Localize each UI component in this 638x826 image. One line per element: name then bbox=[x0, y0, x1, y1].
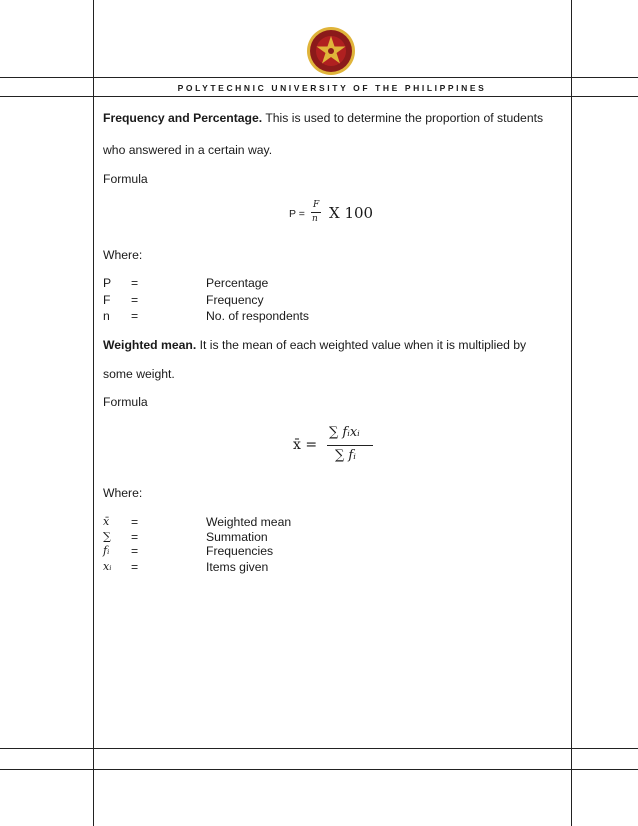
definition-equals: = bbox=[131, 276, 139, 290]
definition-row-summation bbox=[103, 530, 433, 545]
definition-meaning: Items given bbox=[206, 560, 269, 574]
section2-text-line2: some weight. bbox=[103, 367, 175, 381]
definition-symbol: xᵢ bbox=[103, 560, 112, 573]
section2-where-label: Where: bbox=[103, 486, 143, 500]
definition-row-frequencies bbox=[103, 544, 433, 559]
section1-paragraph bbox=[103, 111, 543, 125]
header-top-rule bbox=[0, 77, 638, 78]
section1-formula-label: Formula bbox=[103, 172, 148, 186]
definition-row-respondents bbox=[103, 309, 433, 324]
weighted-mean-formula bbox=[293, 425, 413, 470]
section2-formula-label: Formula bbox=[103, 395, 148, 409]
definition-equals: = bbox=[131, 560, 139, 574]
formula2-denominator: ∑ fᵢ bbox=[335, 448, 356, 463]
definition-symbol: fᵢ bbox=[103, 544, 110, 557]
definition-row-weighted-mean bbox=[103, 515, 433, 530]
section1-title: Frequency and Percentage. bbox=[103, 111, 263, 125]
definition-meaning: Frequencies bbox=[206, 544, 274, 558]
definition-equals: = bbox=[131, 544, 139, 558]
formula1-rhs: X 100 bbox=[329, 204, 374, 222]
definition-row-frequency bbox=[103, 293, 433, 308]
definition-equals: = bbox=[131, 309, 139, 323]
section2-title: Weighted mean. bbox=[103, 338, 197, 352]
definition-symbol: x̄ bbox=[103, 515, 110, 528]
section1-text-line1: This is used to determine the proportion of students bbox=[262, 111, 544, 125]
definition-equals: = bbox=[131, 515, 139, 529]
header-bottom-rule bbox=[0, 96, 638, 97]
university-seal-icon bbox=[306, 26, 356, 76]
section1-where-label: Where: bbox=[103, 248, 143, 262]
definition-meaning: Percentage bbox=[206, 276, 269, 290]
formula2-fraction-bar bbox=[327, 445, 373, 446]
footer-bottom-rule bbox=[0, 769, 638, 770]
formula2-lhs: x̄ = bbox=[293, 437, 318, 453]
formula1-lhs: P = bbox=[289, 208, 305, 220]
definition-symbol: n bbox=[103, 309, 110, 323]
formula1-numerator: F bbox=[313, 200, 320, 210]
definition-meaning: Summation bbox=[206, 530, 268, 544]
definition-meaning: Weighted mean bbox=[206, 515, 292, 529]
definition-equals: = bbox=[131, 293, 139, 307]
footer-top-rule bbox=[0, 748, 638, 749]
right-margin-rule bbox=[571, 0, 572, 826]
left-margin-rule bbox=[93, 0, 94, 826]
definition-meaning: Frequency bbox=[206, 293, 264, 307]
definition-symbol: F bbox=[103, 293, 111, 307]
definition-equals: = bbox=[131, 530, 139, 544]
section2-paragraph bbox=[103, 338, 526, 352]
section2-text-line1: It is the mean of each weighted value when it is multiplied by bbox=[196, 338, 527, 352]
section1-text-line2: who answered in a certain way. bbox=[103, 143, 273, 157]
formula2-numerator: ∑ fᵢxᵢ bbox=[329, 425, 360, 440]
institution-header: POLYTECHNIC UNIVERSITY OF THE PHILIPPINES bbox=[177, 83, 487, 93]
formula1-denominator: n bbox=[312, 214, 318, 224]
percentage-formula bbox=[289, 200, 409, 230]
formula1-fraction-bar bbox=[311, 212, 321, 213]
definition-meaning: No. of respondents bbox=[206, 309, 309, 323]
definition-symbol: P bbox=[103, 276, 112, 290]
definition-symbol: ∑ bbox=[103, 530, 111, 543]
definition-row-items-given bbox=[103, 560, 433, 575]
definition-row-percentage bbox=[103, 276, 433, 291]
